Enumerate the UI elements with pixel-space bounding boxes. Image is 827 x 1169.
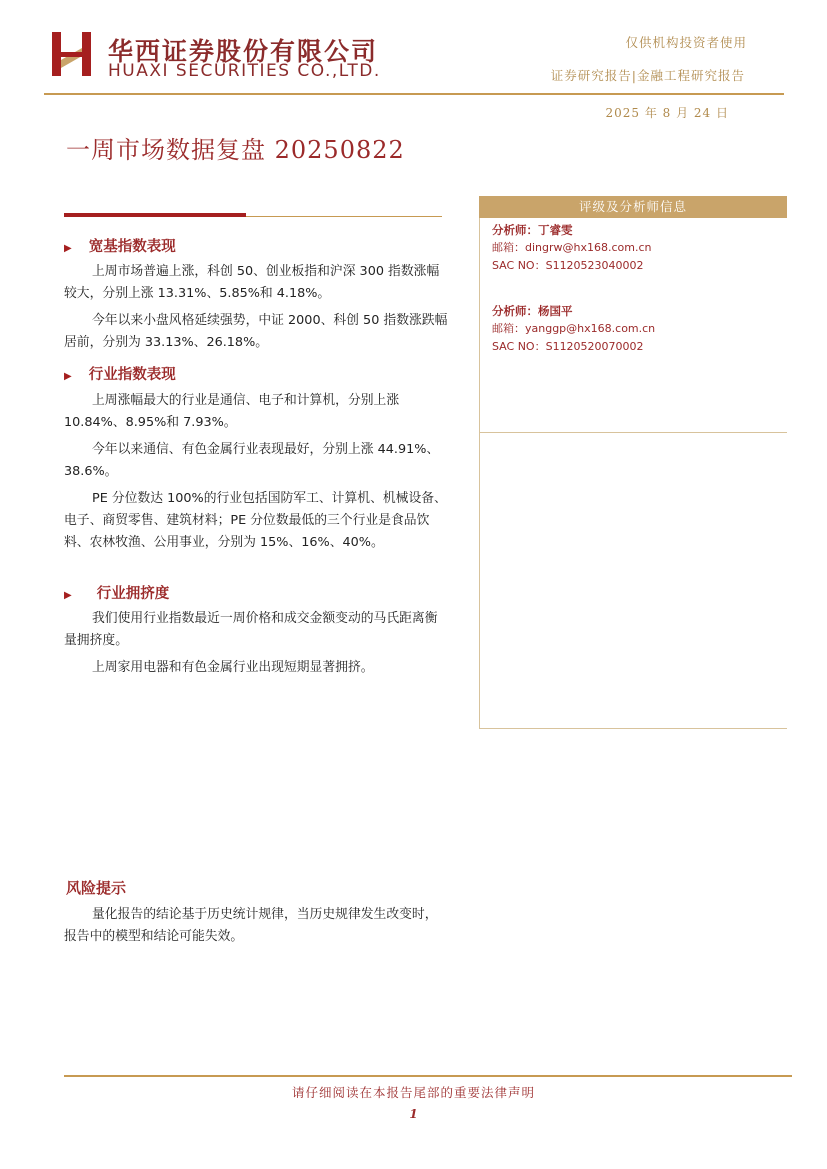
company-name-en: HUAXI SECURITIES CO.,LTD.: [108, 61, 381, 81]
analyst-panel: [479, 196, 788, 729]
analyst-email[interactable]: 邮箱：dingrw@hx168.com.cn: [492, 241, 652, 254]
company-name-cn: 华西证券股份有限公司: [108, 37, 379, 66]
page-title: 一周市场数据复盘 20250822: [66, 136, 405, 164]
paragraph: 上周家用电器和有色金属行业出现短期显著拥挤。: [92, 660, 374, 675]
report-date: 2025 年 8 月 24 日: [605, 106, 729, 120]
risk-text: 量化报告的结论基于历史统计规律，当历史规律发生改变时，报告中的模型和结论可能失效。: [64, 907, 438, 944]
analyst-panel-heading: 评级及分析师信息: [479, 196, 787, 218]
paragraph: 今年以来小盘风格延续强势，中证 2000、科创 50 指数涨跌幅居前，分别为 33.13%、26.18%。: [64, 313, 448, 350]
company-logo: [52, 30, 96, 78]
paragraph: 我们使用行业指数最近一周价格和成交金额变动的马氏距离衡量拥挤度。: [64, 611, 438, 648]
footer-divider: [64, 1075, 792, 1077]
panel-bottom-border: [479, 728, 787, 729]
analyst-name: 分析师：丁睿雯: [492, 223, 573, 237]
analyst-name: 分析师：杨国平: [492, 304, 573, 318]
analyst-sac: SAC NO：S1120523040002: [492, 259, 644, 272]
section-divider-accent: [64, 213, 246, 217]
paragraph: 上周市场普遍上涨，科创 50、创业板指和沪深 300 指数涨幅较大，分别上涨 13.31%、5.85%和 4.18%。: [64, 264, 440, 301]
risk-heading: 风险提示: [66, 879, 127, 897]
section-divider: [246, 216, 442, 217]
legal-notice: 请仔细阅读在本报告尾部的重要法律声明: [291, 1085, 535, 1100]
section-heading: ▶ 行业拥挤度: [64, 585, 170, 602]
paragraph: PE 分位数达 100%的行业包括国防军工、计算机、机械设备、电子、商贸零售、建筑材料；PE 分位数最低的三个行业是食品饮料、农林牧渔、公用事业，分别为 15%、16%、40%。: [64, 491, 447, 550]
audience-note: 仅供机构投资者使用: [625, 35, 747, 50]
page-number: 1: [409, 1107, 418, 1121]
triangle-bullet-icon: ▶: [64, 243, 72, 254]
paragraph: 上周涨幅最大的行业是通信、电子和计算机，分别上涨 10.84%、8.95%和 7.93%。: [64, 393, 400, 430]
analyst-email[interactable]: 邮箱：yanggp@hx168.com.cn: [492, 322, 656, 335]
triangle-bullet-icon: ▶: [64, 590, 72, 601]
section-heading: ▶ 行业指数表现: [64, 366, 176, 383]
triangle-bullet-icon: ▶: [64, 371, 72, 382]
section-heading: ▶ 宽基指数表现: [64, 238, 176, 255]
paragraph: 今年以来通信、有色金属行业表现最好，分别上涨 44.91%、38.6%。: [64, 442, 440, 479]
header-divider: [44, 93, 784, 95]
panel-divider: [479, 432, 787, 433]
report-type: 证券研究报告|金融工程研究报告: [550, 68, 745, 83]
analyst-sac: SAC NO：S1120520070002: [492, 340, 644, 353]
